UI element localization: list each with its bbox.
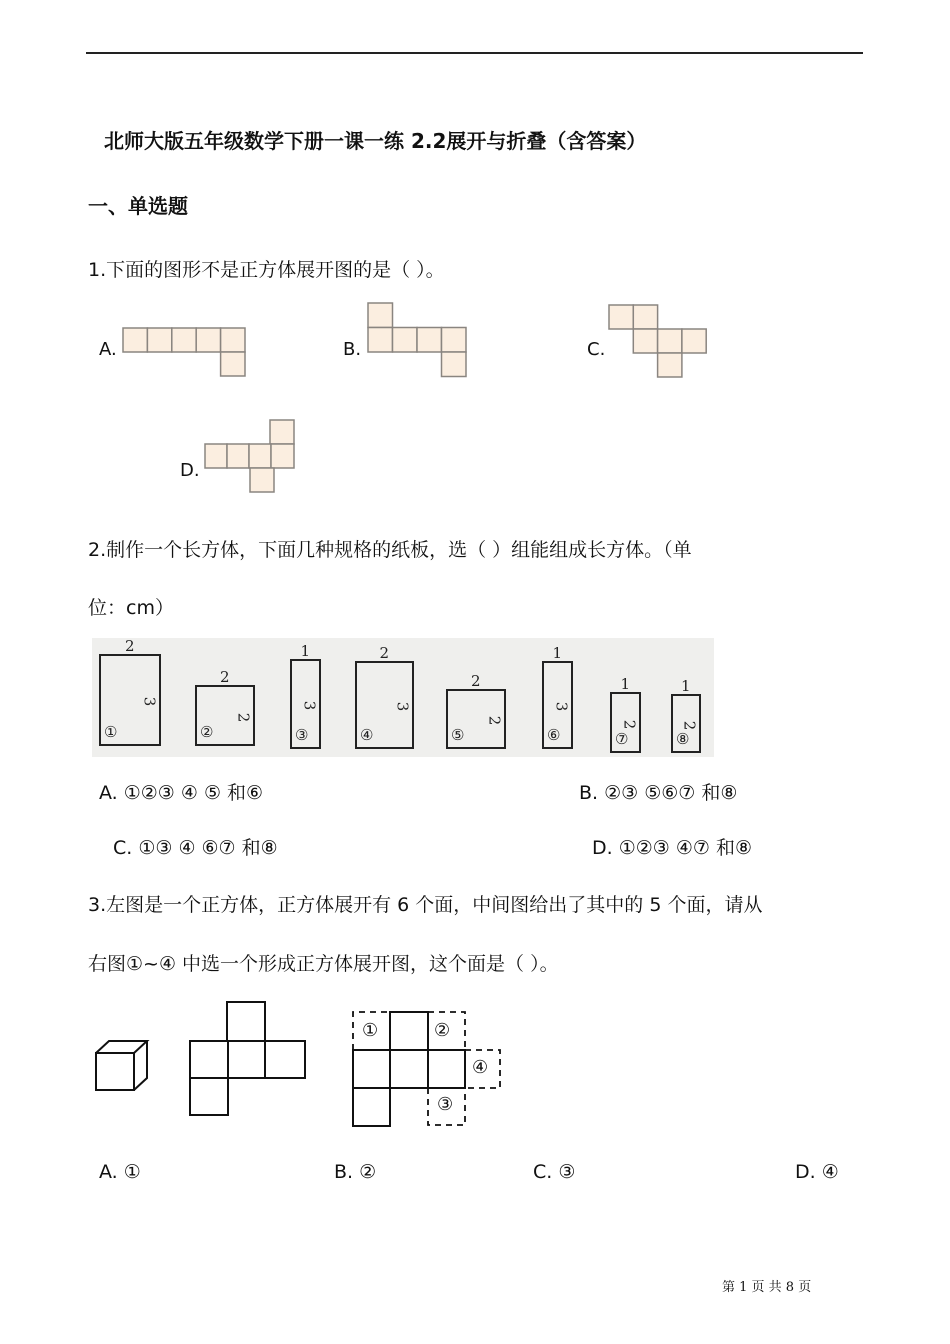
- q1-option-a[interactable]: A.: [99, 339, 117, 360]
- q1-option-c[interactable]: C.: [587, 339, 606, 360]
- q1-option-d[interactable]: D.: [180, 460, 200, 481]
- q1-nets: [123, 303, 706, 492]
- board-id-label: ⑦: [615, 730, 629, 748]
- board-id-label: ④: [360, 726, 374, 744]
- board-width-label: 1: [681, 677, 691, 695]
- question-2-stem-line2: 位：cm）: [88, 597, 174, 619]
- q3-option-c[interactable]: C. ③: [533, 1161, 576, 1183]
- section-heading: 一、单选题: [88, 194, 188, 218]
- q1-option-b[interactable]: B.: [343, 339, 362, 360]
- board-id-label: ⑥: [547, 726, 561, 744]
- q3-option-a[interactable]: A. ①: [99, 1161, 141, 1183]
- q2-option-d[interactable]: D. ①②③ ④⑦ 和⑧: [592, 837, 752, 859]
- question-1-stem: 1.下面的图形不是正方体展开图的是（ ）。: [88, 259, 445, 281]
- board-id-label: ①: [104, 723, 118, 741]
- net-d: [205, 420, 294, 492]
- q2-option-a[interactable]: A. ①②③ ④ ⑤ 和⑥: [99, 782, 264, 804]
- q3-net-middle: [190, 1002, 305, 1115]
- board-height-label: 3: [393, 701, 412, 712]
- question-3-stem-line2: 右图①~④ 中选一个形成正方体展开图，这个面是（ ）。: [88, 953, 559, 975]
- board-id-label: ②: [200, 723, 214, 741]
- q3-option-d[interactable]: D. ④: [795, 1161, 839, 1183]
- board-height-label: 2: [680, 720, 699, 730]
- board-height-label: 2: [234, 712, 253, 722]
- net-c: [609, 305, 706, 377]
- q3-option-b[interactable]: B. ②: [334, 1161, 377, 1183]
- q3-label-2: ②: [434, 1020, 451, 1041]
- page-title: 北师大版五年级数学下册一课一练 2.2展开与折叠（含答案）: [104, 129, 647, 153]
- board-height-label: 2: [485, 715, 504, 726]
- board-width-label: 1: [552, 644, 563, 662]
- board-id-label: ⑤: [451, 726, 465, 744]
- page-footer: 第 1 页 共 8 页: [722, 1280, 812, 1295]
- board-id-label: ⑧: [676, 730, 690, 748]
- net-b: [368, 303, 466, 377]
- q3-label-4: ④: [472, 1057, 489, 1078]
- board-id-label: ③: [295, 726, 309, 744]
- board-width-label: 2: [379, 644, 390, 662]
- board-height-label: 2: [620, 719, 639, 729]
- q3-label-1: ①: [362, 1020, 379, 1041]
- board-width-label: 1: [300, 642, 311, 660]
- q2-option-b[interactable]: B. ②③ ⑤⑥⑦ 和⑧: [579, 782, 738, 804]
- net-a: [123, 328, 245, 376]
- board-height-label: 3: [300, 700, 319, 711]
- q3-label-3: ③: [437, 1094, 454, 1115]
- board-width-label: 2: [471, 672, 481, 690]
- board-height-label: 3: [552, 701, 571, 712]
- question-2-stem-line1: 2.制作一个长方体，下面几种规格的纸板，选（ ）组能组成长方体。（单: [88, 539, 692, 561]
- board-width-label: 1: [620, 675, 631, 693]
- board-height-label: 3: [140, 696, 159, 707]
- q3-cube: [96, 1041, 147, 1090]
- question-3-stem-line1: 3.左图是一个正方体，正方体展开有 6 个面，中间图给出了其中的 5 个面，请从: [88, 894, 763, 916]
- board-width-label: 2: [220, 668, 230, 686]
- board-width-label: 2: [125, 637, 135, 655]
- q2-option-c[interactable]: C. ①③ ④ ⑥⑦ 和⑧: [113, 837, 278, 859]
